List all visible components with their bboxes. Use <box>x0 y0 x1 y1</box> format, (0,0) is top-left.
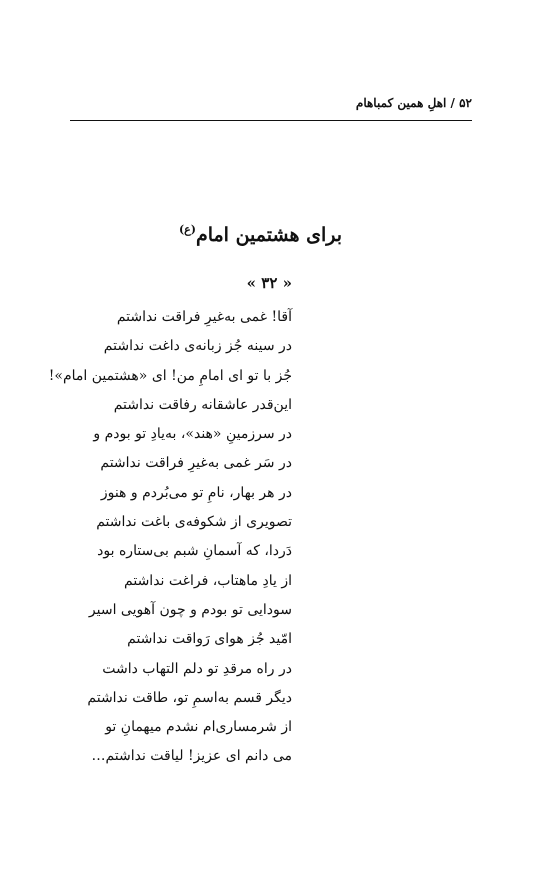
poem-number: « ۳۲ » <box>246 274 292 292</box>
poem-title <box>179 224 342 246</box>
poem-title-honorific: (ع) <box>178 223 196 236</box>
poem-line: سودایی تو بودم و چون آهویی اسیر <box>88 601 292 618</box>
poem-body <box>49 303 292 772</box>
poem-line: تصویری از شکوفه‌ی باغت نداشتم <box>96 514 292 531</box>
poem-line: آقا! غمی به‌غیرِ فراقت نداشتم <box>116 309 292 325</box>
header-divider <box>70 120 472 121</box>
poem-line: در راه مرقدِ تو دلم التهاب داشت <box>102 660 292 677</box>
poem-line: در سَر غمی به‌غیرِ فراقت نداشتم <box>100 455 292 472</box>
poem-line: در سینه جُز زبانه‌ی داغت نداشتم <box>103 338 292 355</box>
poem-line: از شرمساری‌ام نشدم میهمانِ تو <box>105 719 292 736</box>
poem-line: دَردا، که آسمانِ شبم بی‌ستاره بود <box>97 543 292 560</box>
poem-line: در هر بهار، نامِ تو می‌بُردم و هنوز <box>100 484 292 501</box>
poem-line: در سرزمینِ «هند»، به‌یادِ تو بودم و <box>93 426 292 443</box>
poem-line: از یادِ ماهتاب، فراغت نداشتم <box>124 572 292 589</box>
poem-line: می دانم ای عزیز! لیاقت نداشتم… <box>91 748 292 765</box>
poem-title-text: برای هشتمین امام <box>195 224 342 246</box>
poem-line: دیگر قسم به‌اسمِ تو، طاقت نداشتم <box>87 689 292 706</box>
poem-line: این‌قدر عاشقانه رفاقت نداشتم <box>113 396 292 413</box>
poem-line: جُز با تو ای امامِ من! ای «هشتمین امام»! <box>48 367 292 384</box>
running-header: ۵۲ / اهلِ همین کمباهام <box>355 96 472 110</box>
poem-line: امّید جُز هوای رَواقت نداشتم <box>127 631 292 648</box>
